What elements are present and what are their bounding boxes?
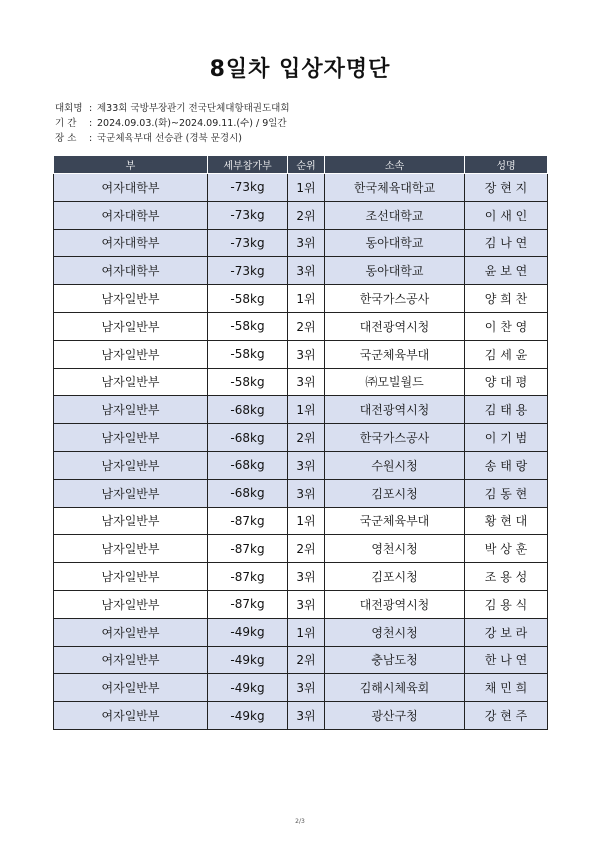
rank-cell: 3위 — [288, 257, 325, 285]
event-info-separator: : — [89, 103, 93, 114]
rank-cell: 3위 — [288, 563, 325, 591]
rank-cell: 3위 — [288, 229, 325, 257]
rank-cell: 3위 — [288, 702, 325, 730]
event-info-row — [55, 116, 290, 131]
weight-class-cell: -87kg — [208, 507, 288, 535]
table-row — [54, 174, 548, 202]
team-cell: 한국체육대학교 — [325, 174, 465, 202]
table-row — [54, 590, 548, 618]
athlete-name-cell: 이 찬 영 — [465, 312, 548, 340]
table-row — [54, 507, 548, 535]
event-info-value: 2024.09.03.(화)~2024.09.11.(수) / 9일간 — [97, 118, 287, 129]
athlete-name-cell: 장 현 지 — [465, 174, 548, 202]
table-row — [54, 563, 548, 591]
weight-class-cell: -58kg — [208, 285, 288, 313]
table-row — [54, 368, 548, 396]
rank-cell: 3위 — [288, 479, 325, 507]
table-row — [54, 646, 548, 674]
division-cell: 여자대학부 — [54, 257, 208, 285]
rank-cell: 1위 — [288, 618, 325, 646]
division-cell: 남자일반부 — [54, 451, 208, 479]
team-cell: 김해시체육회 — [325, 674, 465, 702]
table-row — [54, 702, 548, 730]
division-cell: 여자대학부 — [54, 229, 208, 257]
event-info — [55, 101, 290, 146]
rank-cell: 2위 — [288, 201, 325, 229]
event-info-label: 장 소 — [55, 133, 77, 144]
results-table — [53, 155, 548, 730]
division-cell: 남자일반부 — [54, 424, 208, 452]
team-cell: 국군체육부대 — [325, 507, 465, 535]
team-cell: 영천시청 — [325, 618, 465, 646]
weight-class-cell: -73kg — [208, 257, 288, 285]
team-cell: 조선대학교 — [325, 201, 465, 229]
team-cell: ㈜모빌월드 — [325, 368, 465, 396]
team-cell: 수원시청 — [325, 451, 465, 479]
team-cell: 대전광역시청 — [325, 590, 465, 618]
weight-class-cell: -68kg — [208, 424, 288, 452]
weight-class-cell: -49kg — [208, 702, 288, 730]
event-info-label: 기 간 — [55, 118, 77, 129]
table-row — [54, 340, 548, 368]
division-cell: 여자대학부 — [54, 201, 208, 229]
athlete-name-cell: 강 현 주 — [465, 702, 548, 730]
weight-class-cell: -87kg — [208, 563, 288, 591]
weight-class-cell: -58kg — [208, 368, 288, 396]
athlete-name-cell: 채 민 희 — [465, 674, 548, 702]
team-cell: 광산구청 — [325, 702, 465, 730]
team-cell: 한국가스공사 — [325, 424, 465, 452]
weight-class-cell: -68kg — [208, 396, 288, 424]
rank-cell: 3위 — [288, 340, 325, 368]
header-team: 소속 — [325, 156, 465, 174]
table-row — [54, 257, 548, 285]
table-body — [54, 174, 548, 730]
rank-cell: 3위 — [288, 674, 325, 702]
weight-class-cell: -68kg — [208, 479, 288, 507]
rank-cell: 1위 — [288, 174, 325, 202]
division-cell: 남자일반부 — [54, 368, 208, 396]
event-info-separator: : — [89, 133, 93, 144]
weight-class-cell: -58kg — [208, 340, 288, 368]
event-info-row — [55, 131, 290, 146]
division-cell: 남자일반부 — [54, 563, 208, 591]
event-info-label: 대회명 — [55, 103, 83, 114]
page-number: 2/3 — [295, 818, 305, 825]
event-info-row — [55, 101, 290, 116]
division-cell: 남자일반부 — [54, 507, 208, 535]
team-cell: 한국가스공사 — [325, 285, 465, 313]
athlete-name-cell: 양 대 평 — [465, 368, 548, 396]
weight-class-cell: -73kg — [208, 201, 288, 229]
weight-class-cell: -73kg — [208, 229, 288, 257]
athlete-name-cell: 한 나 연 — [465, 646, 548, 674]
division-cell: 여자일반부 — [54, 646, 208, 674]
table-row — [54, 535, 548, 563]
team-cell: 김포시청 — [325, 563, 465, 591]
division-cell: 남자일반부 — [54, 312, 208, 340]
team-cell: 국군체육부대 — [325, 340, 465, 368]
athlete-name-cell: 강 보 라 — [465, 618, 548, 646]
division-cell: 남자일반부 — [54, 590, 208, 618]
header-division: 부 — [54, 156, 208, 174]
athlete-name-cell: 양 희 찬 — [465, 285, 548, 313]
table-row — [54, 396, 548, 424]
athlete-name-cell: 윤 보 연 — [465, 257, 548, 285]
rank-cell: 1위 — [288, 285, 325, 313]
team-cell: 대전광역시청 — [325, 312, 465, 340]
rank-cell: 3위 — [288, 451, 325, 479]
team-cell: 대전광역시청 — [325, 396, 465, 424]
rank-cell: 3위 — [288, 590, 325, 618]
weight-class-cell: -49kg — [208, 646, 288, 674]
table-row — [54, 451, 548, 479]
division-cell: 여자일반부 — [54, 618, 208, 646]
division-cell: 남자일반부 — [54, 479, 208, 507]
table-row — [54, 285, 548, 313]
table-row — [54, 618, 548, 646]
event-info-value: 국군체육부대 선승관 (경북 문경시) — [97, 133, 242, 144]
header-name: 성명 — [465, 156, 548, 174]
rank-cell: 2위 — [288, 312, 325, 340]
athlete-name-cell: 김 용 식 — [465, 590, 548, 618]
division-cell: 여자일반부 — [54, 674, 208, 702]
athlete-name-cell: 김 세 윤 — [465, 340, 548, 368]
header-rank: 순위 — [288, 156, 325, 174]
weight-class-cell: -58kg — [208, 312, 288, 340]
table-row — [54, 201, 548, 229]
athlete-name-cell: 김 동 현 — [465, 479, 548, 507]
athlete-name-cell: 이 기 범 — [465, 424, 548, 452]
table-row — [54, 479, 548, 507]
team-cell: 동아대학교 — [325, 257, 465, 285]
rank-cell: 2위 — [288, 424, 325, 452]
rank-cell: 3위 — [288, 368, 325, 396]
athlete-name-cell: 조 용 성 — [465, 563, 548, 591]
event-info-value: 제33회 국방부장관기 전국단체대항태권도대회 — [97, 103, 290, 114]
rank-cell: 2위 — [288, 646, 325, 674]
division-cell: 여자일반부 — [54, 702, 208, 730]
athlete-name-cell: 김 나 연 — [465, 229, 548, 257]
weight-class-cell: -68kg — [208, 451, 288, 479]
rank-cell: 1위 — [288, 507, 325, 535]
athlete-name-cell: 황 현 대 — [465, 507, 548, 535]
weight-class-cell: -87kg — [208, 590, 288, 618]
athlete-name-cell: 김 태 용 — [465, 396, 548, 424]
rank-cell: 1위 — [288, 396, 325, 424]
weight-class-cell: -49kg — [208, 674, 288, 702]
rank-cell: 2위 — [288, 535, 325, 563]
athlete-name-cell: 박 상 훈 — [465, 535, 548, 563]
table-row — [54, 229, 548, 257]
page-title: 8일차 입상자명단 — [209, 57, 391, 82]
weight-class-cell: -87kg — [208, 535, 288, 563]
team-cell: 김포시청 — [325, 479, 465, 507]
weight-class-cell: -49kg — [208, 618, 288, 646]
division-cell: 남자일반부 — [54, 535, 208, 563]
division-cell: 남자일반부 — [54, 340, 208, 368]
division-cell: 남자일반부 — [54, 396, 208, 424]
header-weight-class: 세부참가부 — [208, 156, 288, 174]
table-header-row — [54, 156, 548, 174]
table-row — [54, 312, 548, 340]
division-cell: 남자일반부 — [54, 285, 208, 313]
division-cell: 여자대학부 — [54, 174, 208, 202]
table-row — [54, 674, 548, 702]
athlete-name-cell: 송 태 랑 — [465, 451, 548, 479]
team-cell: 동아대학교 — [325, 229, 465, 257]
weight-class-cell: -73kg — [208, 174, 288, 202]
athlete-name-cell: 이 새 인 — [465, 201, 548, 229]
team-cell: 영천시청 — [325, 535, 465, 563]
table-row — [54, 424, 548, 452]
event-info-separator: : — [89, 118, 93, 129]
team-cell: 충남도청 — [325, 646, 465, 674]
